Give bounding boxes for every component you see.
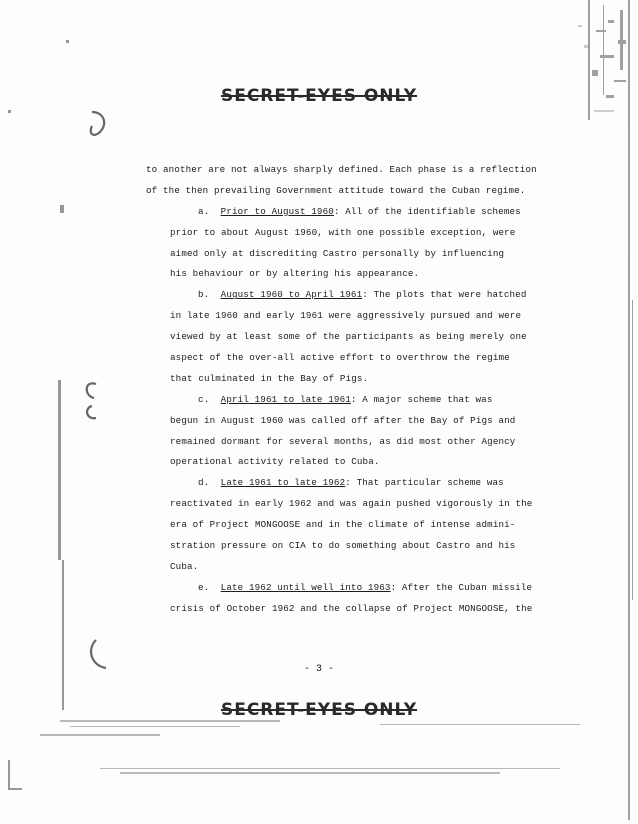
- body-line: remained dormant for several months, as did most other Agency: [170, 435, 516, 447]
- section-heading: Late 1962 until well into 1963: [220, 581, 391, 593]
- section-heading: Late 1961 to late 1962: [220, 477, 346, 489]
- section-heading: April 1961 to late 1961: [220, 393, 351, 405]
- body-line: Cuba.: [170, 560, 199, 572]
- section-text: : After the Cuban missile: [390, 581, 533, 593]
- body-line: stration pressure on CIA to do something about Castro and his: [170, 540, 516, 552]
- body-line: aimed only at discrediting Castro personally by influencing: [170, 247, 505, 259]
- body-line: his behaviour or by altering his appearance.: [170, 268, 420, 280]
- classification-header: SECRET-EYES ONLY: [220, 86, 418, 106]
- section-a-heading-line: [146, 202, 526, 223]
- section-b-heading-line: [146, 285, 526, 306]
- body-line: aspect of the over-all active effort to overthrow the regime: [170, 352, 510, 364]
- body-line: reactivated in early 1962 and was again pushed vigorously in the: [170, 498, 533, 510]
- section-d-heading-line: [146, 473, 526, 494]
- document-body: [146, 160, 537, 620]
- body-line: operational activity related to Cuba.: [170, 456, 380, 468]
- body-line: that culminated in the Bay of Pigs.: [170, 372, 369, 384]
- section-heading: August 1960 to April 1961: [220, 289, 363, 301]
- section-text: : All of the identifiable schemes: [333, 205, 521, 217]
- body-line: prior to about August 1960, with one possible exception, were: [170, 226, 516, 238]
- body-line: viewed by at least some of the participants as being merely one: [170, 331, 527, 343]
- body-line: begun in August 1960 was called off after the Bay of Pigs and: [170, 414, 516, 426]
- section-marker: c.: [198, 393, 210, 405]
- section-marker: d.: [198, 477, 210, 489]
- section-text: : A major scheme that was: [350, 393, 493, 405]
- section-e-heading-line: [146, 578, 533, 599]
- page-number: - 3 -: [303, 664, 334, 675]
- scan-noise-bottom: [0, 704, 638, 824]
- section-text: : The plots that were hatched: [362, 289, 527, 301]
- body-line: to another are not always sharply defined. Each phase is a reflection: [146, 164, 537, 175]
- section-text: : That particular scheme was: [345, 477, 504, 489]
- body-line: era of Project MONGOOSE and in the climate of intense admini-: [170, 519, 516, 531]
- section-marker: a.: [198, 205, 210, 217]
- classification-footer: SECRET-EYES ONLY: [220, 700, 418, 720]
- section-c-heading-line: [146, 390, 526, 411]
- section-marker: b.: [198, 289, 210, 301]
- section-marker: e.: [198, 581, 210, 593]
- body-line: of the then prevailing Government attitude toward the Cuban regime.: [146, 184, 526, 196]
- body-line: in late 1960 and early 1961 were aggressively pursued and were: [170, 310, 522, 322]
- body-line: crisis of October 1962 and the collapse of Project MONGOOSE, the: [170, 602, 533, 614]
- section-heading: Prior to August 1960: [220, 205, 334, 217]
